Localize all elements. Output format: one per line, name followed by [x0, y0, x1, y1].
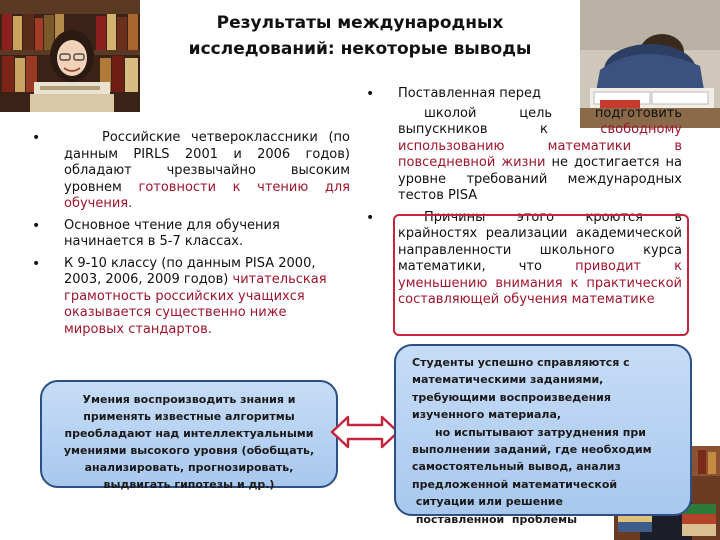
skills-callout-text: Умения воспроизводить знания и применять известные алгоритмы преобладают над интеллектуальными умениями высокого уровня (обобщать, анализировать, прогнозировать, выдвигать гипотезы и др.) — [63, 393, 315, 491]
left-bullet-3 — [32, 256, 350, 339]
students-callout-line: требующими воспроизведения — [412, 390, 611, 404]
double-arrow-icon — [330, 414, 400, 454]
right-bullet-1-highlight: свободному использованию математики в повседневной жизни — [398, 122, 682, 170]
right-bullet-2 — [366, 210, 682, 309]
left-bullet-1-highlight: готовности к чтению для обучения. — [64, 179, 351, 211]
right-bullet-2-text: Причины этого кроются в крайностях реализации академической направленности школьного курса математики, что — [398, 209, 682, 274]
bullet-marker: • — [32, 130, 41, 146]
left-bullet-1 — [32, 130, 350, 213]
students-callout-line: выполнении заданий, где необходим — [412, 443, 652, 457]
students-callout-line: ситуации или решение — [412, 495, 563, 509]
right-bullet-1 — [366, 86, 682, 205]
bullet-marker: • — [366, 86, 375, 102]
left-bullet-3-text: К 9-10 классу (по данным PISA 2000, 2003, 2006, 2009 годов) — [64, 255, 316, 287]
students-callout-line: поставленной проблемы — [412, 512, 578, 526]
right-bullet-2-highlight: приводит к уменьшению внимания к практической составляющей обучения математике — [398, 259, 682, 307]
bullet-marker: • — [366, 209, 375, 226]
left-bullet-2 — [32, 218, 350, 251]
left-bullet-2-text: Основное чтение для обучения начинается в 5-7 классах. — [64, 217, 280, 249]
skills-callout — [40, 380, 338, 491]
right-bullet-1-text: школой цель подготовить выпускников к — [398, 105, 682, 137]
bullet-marker: • — [32, 255, 41, 272]
left-bullet-3-highlight: читательская грамотность российских учащихся оказывается существенно ниже мировых стандартов. — [64, 272, 327, 337]
bullet-marker: • — [32, 217, 41, 234]
students-callout-line: самостоятельный вывод, анализ — [412, 460, 621, 474]
students-callout — [394, 344, 692, 526]
right-bullet-1-lead: Поставленная перед — [398, 86, 542, 101]
students-callout-line: изученного материала, — [412, 408, 562, 422]
right-bullet-1-tail: не достигается на уровне требований международных тестов PISA — [398, 155, 683, 203]
left-bullet-1-text: Российские четвероклассники (по данным PIRLS 2001 и 2006 годов) обладают чрезвычайно высоким уровнем — [64, 130, 350, 195]
photo-girl-books — [0, 0, 140, 112]
title-line-2: исследований: некоторые выводы — [188, 39, 532, 59]
students-callout-line: математическими заданиями, — [412, 373, 604, 387]
students-callout-line: предложенной математической — [412, 477, 618, 491]
students-callout-line: но испытывают затруднения при — [412, 425, 646, 439]
left-bullet-list — [32, 130, 350, 343]
right-bullet-list — [366, 86, 682, 314]
students-callout-line: Студенты успешно справляются с — [412, 356, 630, 369]
title-line-1: Результаты международных — [216, 13, 504, 33]
slide-title — [150, 10, 570, 62]
